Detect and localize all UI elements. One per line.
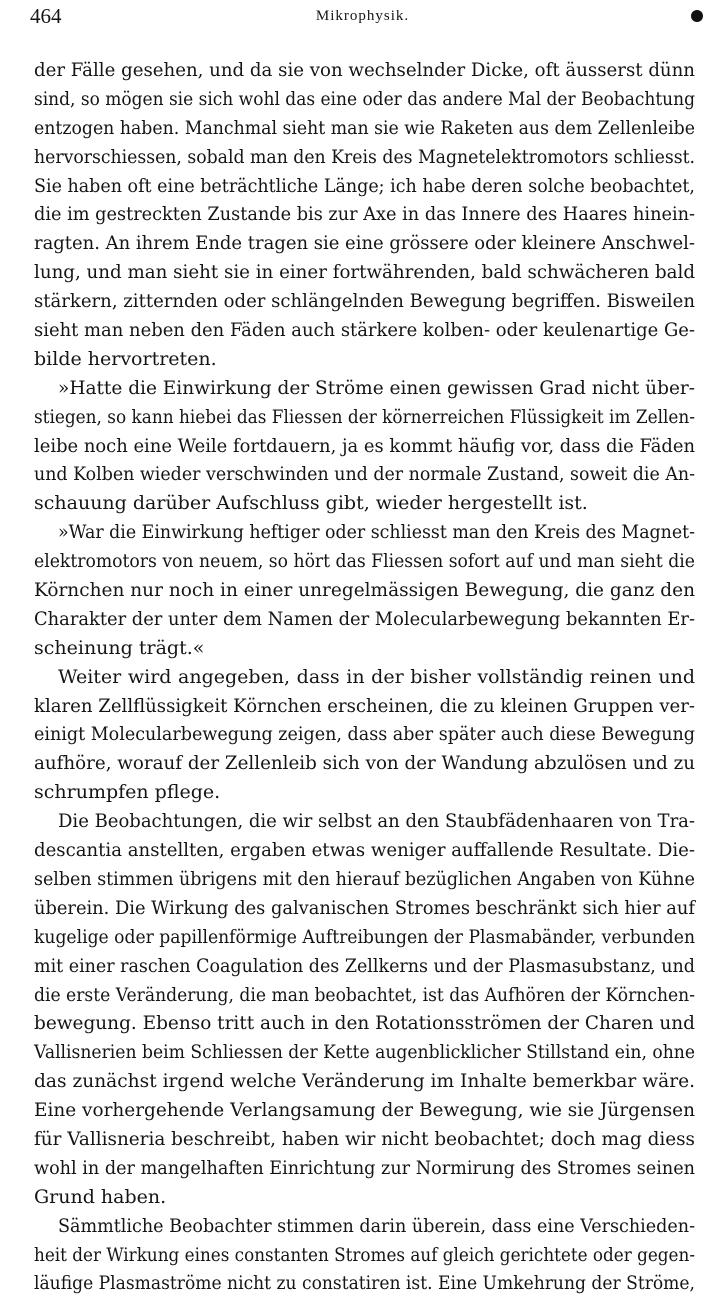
paragraph bbox=[34, 518, 695, 662]
text-line: einigt Molecularbewegung zeigen, dass aber später auch diese Bewegung bbox=[34, 723, 695, 746]
text-line: aufhöre, worauf der Zellenleib sich von der Wandung abzulösen und zu bbox=[34, 752, 695, 775]
text-line: stärkern, zitternden oder schlängelnden Bewegung begriffen. Bisweilen bbox=[34, 290, 695, 313]
text-line: scheinung trägt.« bbox=[34, 636, 205, 659]
paragraph bbox=[34, 807, 695, 1211]
text-line: Sämmtliche Beobachter stimmen darin überein, dass eine Verschieden- bbox=[58, 1214, 695, 1237]
text-line: klaren Zellflüssigkeit Körnchen erscheinen, die zu kleinen Gruppen ver- bbox=[34, 694, 695, 717]
paragraph bbox=[34, 374, 695, 518]
text-line: Charakter der unter dem Namen der Molecularbewegung bekannten Er- bbox=[34, 607, 695, 630]
text-line: hervorschiessen, sobald man den Kreis des Magnetelektromotors schliesst. bbox=[34, 145, 695, 168]
text-line: Eine vorhergehende Verlangsamung der Bewegung, wie sie Jürgensen bbox=[34, 1099, 695, 1122]
text-line: Sie haben oft eine beträchtliche Länge; ich habe deren solche beobachtet, bbox=[34, 174, 695, 197]
text-line: stiegen, so kann hiebei das Fliessen der körnerreichen Flüssigkeit im Zellen- bbox=[34, 405, 695, 428]
running-title: Mikrophysik. bbox=[315, 8, 410, 24]
text-line: schrumpfen pflege. bbox=[34, 781, 221, 804]
text-line: die erste Veränderung, die man beobachtet, ist das Aufhören der Körnchen- bbox=[34, 983, 695, 1006]
text-line: das zunächst irgend welche Veränderung im Inhalte bemerkbar wäre. bbox=[34, 1070, 695, 1093]
text-line: bewegung. Ebenso tritt auch in den Rotationsströmen der Charen und bbox=[34, 1012, 695, 1035]
text-line: Grund haben. bbox=[34, 1185, 167, 1208]
text-line: sieht man neben den Fäden auch stärkere kolben- oder keulenartige Ge- bbox=[34, 319, 695, 342]
text-line: selben stimmen übrigens mit den hierauf bezüglichen Angaben von Kühne bbox=[34, 867, 695, 890]
paragraph bbox=[34, 56, 695, 374]
text-line: lung, und man sieht sie in einer fortwährenden, bald schwächeren bald bbox=[34, 261, 695, 284]
paragraph bbox=[34, 663, 695, 807]
text-line: schauung darüber Aufschluss gibt, wieder hergestellt ist. bbox=[34, 492, 588, 515]
page-header bbox=[30, 4, 695, 34]
page-number: 464 bbox=[30, 4, 62, 28]
text-line: kugelige oder papillenförmige Auftreibungen der Plasmabänder, verbunden bbox=[34, 925, 695, 948]
text-line: bilde hervortreten. bbox=[34, 347, 217, 370]
text-line: mit einer raschen Coagulation des Zellkerns und der Plasmasubstanz, und bbox=[34, 954, 695, 977]
ink-spot-mark bbox=[691, 10, 703, 22]
text-line: leibe noch eine Weile fortdauern, ja es kommt häufig vor, dass die Fäden bbox=[34, 434, 695, 457]
text-line: Weiter wird angegeben, dass in der bisher vollständig reinen und bbox=[58, 665, 695, 688]
text-line: der Fälle gesehen, und da sie von wechselnder Dicke, oft äusserst dünn bbox=[34, 59, 695, 81]
text-line: elektromotors von neuem, so hört das Fliessen sofort auf und man sieht die bbox=[34, 550, 695, 573]
text-line: Körnchen nur noch in einer unregelmässigen Bewegung, die ganz den bbox=[34, 579, 695, 602]
paragraph bbox=[34, 1212, 695, 1298]
text-line: wohl in der mangelhaften Einrichtung zur Normirung des Stromes seinen bbox=[34, 1156, 695, 1179]
text-line: sind, so mögen sie sich wohl das eine oder das andere Mal der Beobachtung bbox=[34, 87, 695, 110]
text-line: überein. Die Wirkung des galvanischen Stromes beschränkt sich hier auf bbox=[34, 896, 695, 919]
text-line: descantia anstellten, ergaben etwas weniger auffallende Resultate. Die- bbox=[34, 839, 695, 862]
text-line: entzogen haben. Manchmal sieht man sie wie Raketen aus dem Zellenleibe bbox=[34, 116, 695, 139]
text-line: die im gestreckten Zustande bis zur Axe in das Innere des Haares hinein- bbox=[34, 203, 695, 226]
text-line: »Hatte die Einwirkung der Ströme einen gewissen Grad nicht über- bbox=[58, 376, 695, 399]
text-line: heit der Wirkung eines constanten Stromes auf gleich gerichtete oder gegen- bbox=[34, 1243, 695, 1266]
text-line: für Vallisneria beschreibt, haben wir nicht beobachtet; doch mag diess bbox=[34, 1127, 695, 1150]
text-line: Vallisnerien beim Schliessen der Kette augenblicklicher Stillstand ein, ohne bbox=[34, 1041, 695, 1064]
text-line: ragten. An ihrem Ende tragen sie eine grössere oder kleinere Anschwel- bbox=[34, 232, 695, 255]
text-line: und Kolben wieder verschwinden und der normale Zustand, soweit die An- bbox=[34, 463, 695, 486]
body-text bbox=[34, 56, 695, 1298]
text-line: »War die Einwirkung heftiger oder schliesst man den Kreis des Magnet- bbox=[58, 521, 695, 544]
text-line: Die Beobachtungen, die wir selbst an den Staubfädenhaaren von Tra- bbox=[58, 810, 695, 833]
text-line: läufige Plasmaströme nicht zu constatiren ist. Eine Umkehrung der Ströme, bbox=[34, 1272, 695, 1295]
